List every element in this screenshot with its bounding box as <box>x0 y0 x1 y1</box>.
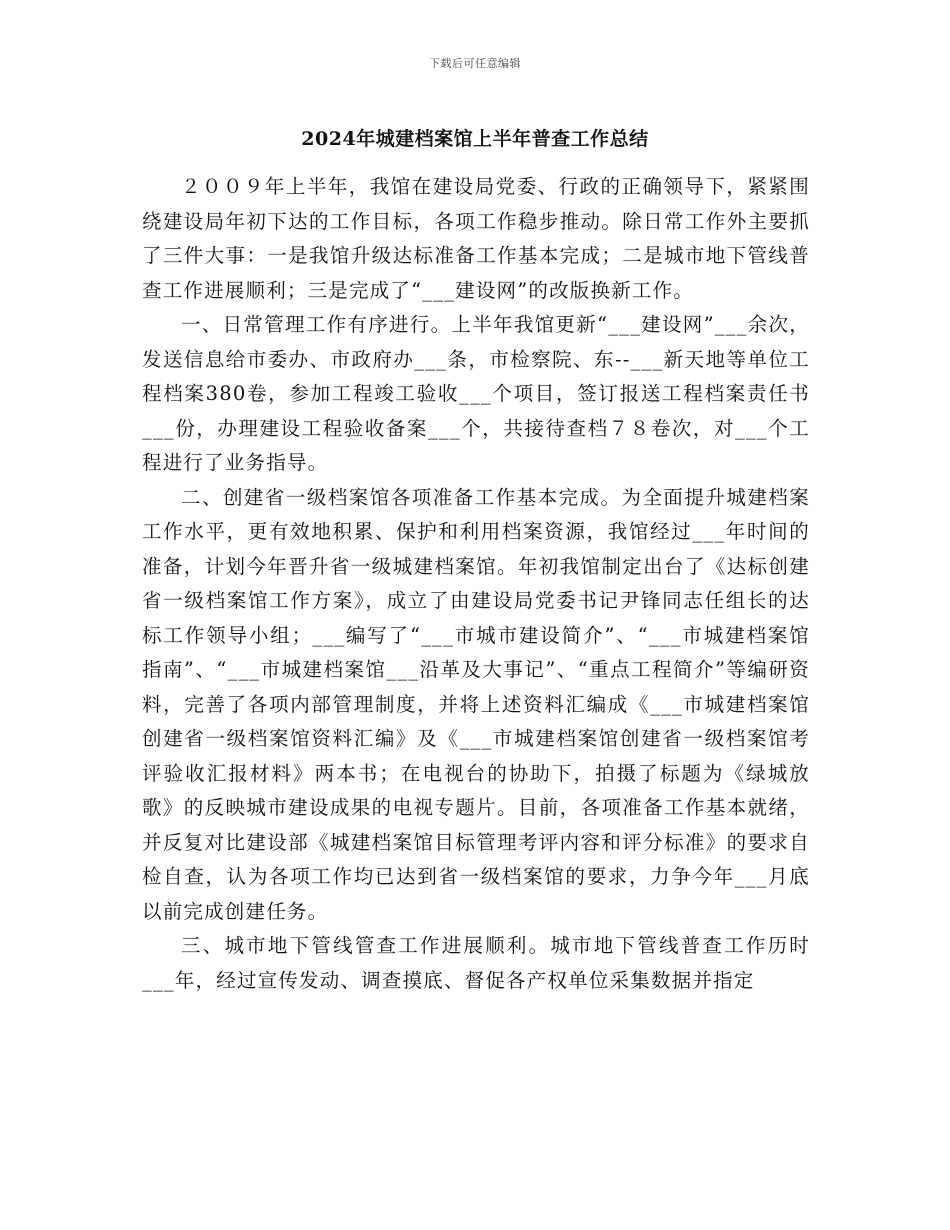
header-note: 下载后可任意编辑 <box>429 57 521 70</box>
paragraph-archive-upgrade: 二、创建省一级档案馆各项准备工作基本完成。为全面提升城建档案工作水平，更有效地积累、保护和利用档案资源，我馆经过___年时间的准备，计划今年晋升省一级城建档案馆。年初我馆制定出台了《达标创建省一级档案馆工作方案》，成立了由建设局党委书记尹锋同志任组长的达标工作领导小组；___编写了“___市城市建设简介”、“___市城建档案馆指南”、“___市城建档案馆___沿革及大事记”、“重点工程简介”等编研资料，完善了各项内部管理制度，并将上述资料汇编成《___市城建档案馆创建省一级档案馆资料汇编》及《___市城建档案馆创建省一级档案馆考评验收汇报材料》两本书；在电视台的协助下，拍摄了标题为《绿城放歌》的反映城市建设成果的电视专题片。目前，各项准备工作基本就绪，并反复对比建设部《城建档案馆目标管理考评内容和评分标准》的要求自检自查，认为各项工作均已达到省一级档案馆的要求，力争今年___月底以前完成创建任务。 <box>142 485 810 923</box>
paragraph-daily-management: 一、日常管理工作有序进行。上半年我馆更新“___建设网”___余次，发送信息给市委办、市政府办___条，市检察院、东--___新天地等单位工程档案380卷，参加工程竣工验收___个项目，签订报送工程档案责任书___份，办理建设工程验收备案___个，共接待查档７８卷次，对___个工程进行了业务指导。 <box>142 313 810 474</box>
paragraph-pipeline-survey: 三、城市地下管线管查工作进展顺利。城市地下管线普查工作历时___年，经过宣传发动、调查摸底、督促各产权单位采集数据并指定 <box>142 934 810 992</box>
document-body <box>142 170 810 998</box>
document-title: 2024年城建档案馆上半年普查工作总结 <box>301 128 649 150</box>
paragraph-intro: ２００９年上半年，我馆在建设局党委、行政的正确领导下，紧紧围绕建设局年初下达的工作目标，各项工作稳步推动。除日常工作外主要抓了三件大事：一是我馆升级达标准备工作基本完成；二是城市地下管线普查工作进展顺利；三是完成了“___建设网”的改版换新工作。 <box>142 175 810 302</box>
